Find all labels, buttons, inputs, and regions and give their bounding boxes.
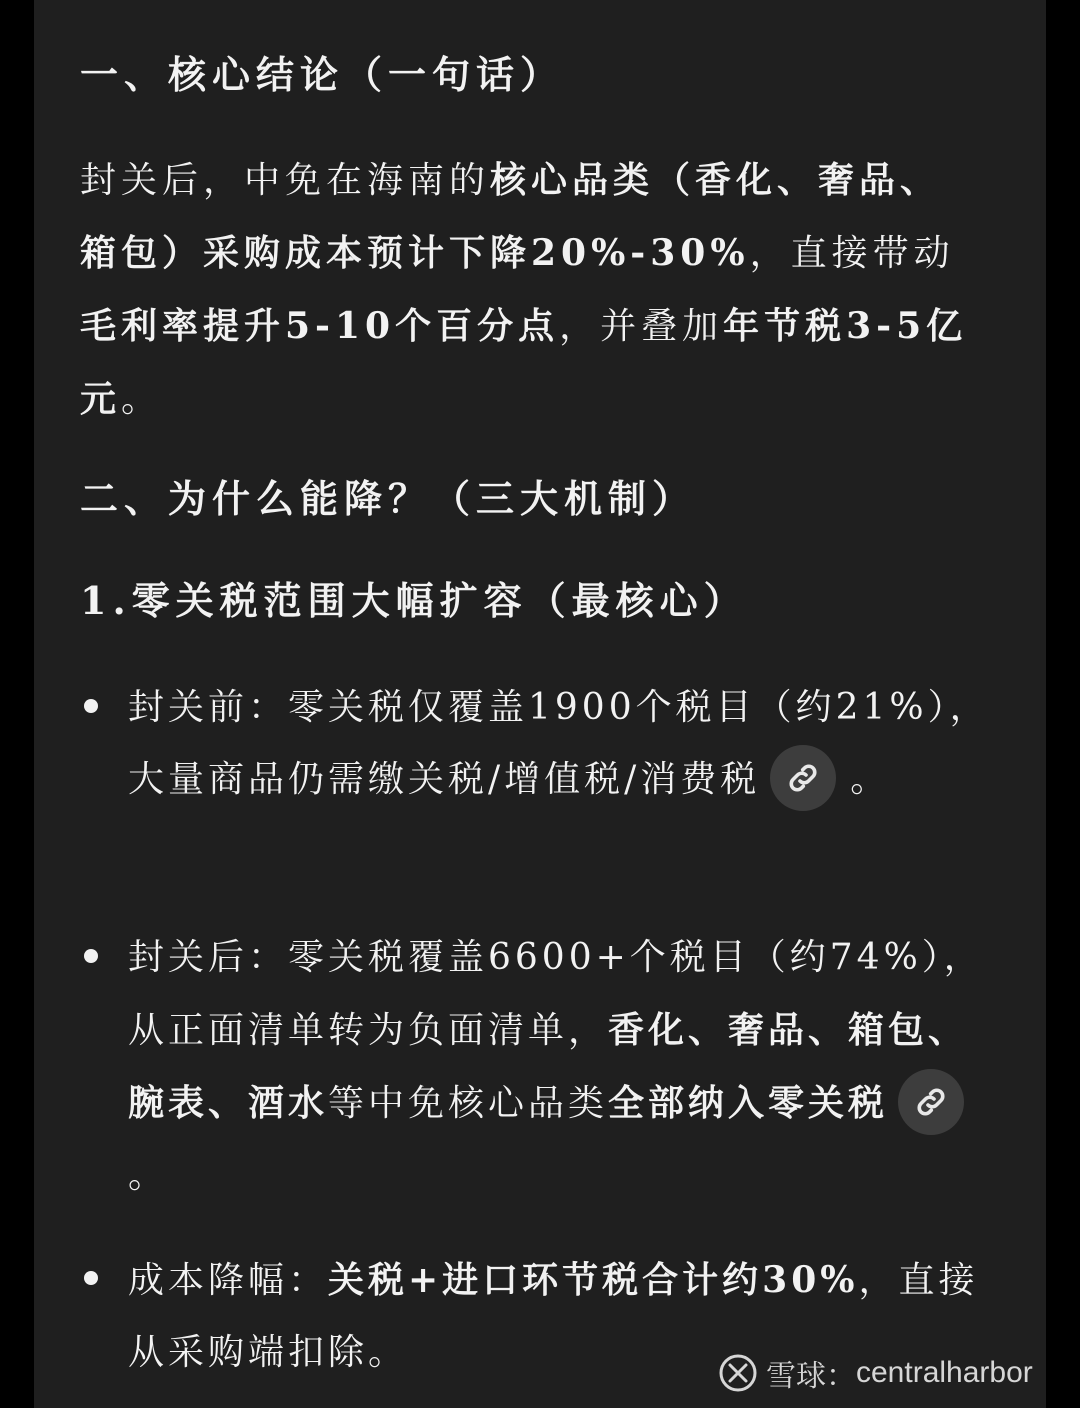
para-seg-0: 封关后，中免在海南的	[80, 160, 491, 201]
bullet-item-1	[80, 672, 1000, 816]
para-seg-6: 。	[121, 379, 163, 420]
section1-heading: 一、核心结论（一句话）	[80, 52, 565, 97]
bullet-1-seg-0: 封关前：零关税仅覆盖1900个税目（约21%），大量商品仍需缴关税/增值税/消费税	[128, 687, 990, 800]
para-seg-4: ，并叠加	[559, 306, 724, 347]
bullet-2-seg-1: 香化、奢品、箱包、腕表、酒水	[128, 1009, 969, 1124]
xueqiu-watermark	[718, 1350, 1033, 1396]
link-icon	[913, 1084, 949, 1120]
source-link-button[interactable]	[770, 745, 836, 811]
bullet-3-seg-0: 成本降幅：	[128, 1260, 329, 1301]
source-link-button[interactable]	[898, 1069, 964, 1135]
subsection-1-heading: 1.零关税范围大幅扩容（最核心）	[80, 578, 748, 623]
bullet-text-1	[128, 672, 1000, 816]
para-seg-2: ，直接带动	[749, 233, 955, 274]
article-page	[34, 0, 1046, 1408]
bullet-1-tail: 。	[850, 759, 891, 800]
bullet-dot-icon	[84, 949, 98, 963]
bullet-dot-icon	[84, 1271, 98, 1285]
bullet-3-seg-1: 关税+进口环节税合计约30%	[328, 1259, 859, 1301]
bullet-3-seg-2: ，直接从采购端扣除。	[128, 1260, 979, 1373]
bullet-dot-icon	[84, 699, 98, 713]
bullet-2-seg-0: 封关后：零关税覆盖6600+个税目（约74%），从正面清单转为负面清单，	[128, 937, 984, 1051]
bullet-2-tail: 。	[128, 1155, 169, 1196]
bullet-item-2	[80, 922, 1000, 1212]
para-seg-3: 毛利率提升5-10个百分点	[80, 305, 560, 347]
bullet-2-seg-3: 全部纳入零关税	[608, 1082, 889, 1124]
watermark-separator: ：	[826, 1360, 856, 1393]
watermark-brand: 雪球	[766, 1360, 826, 1393]
watermark-user: centralharbor	[856, 1356, 1033, 1389]
xueqiu-logo-icon	[718, 1353, 758, 1393]
link-icon	[785, 760, 821, 796]
para-seg-1: 核心品类（香化、奢品、箱包）采购成本预计下降20%-30%	[80, 159, 942, 274]
bullet-2-seg-2: 等中免核心品类	[328, 1083, 609, 1124]
bullet-text-2	[128, 922, 1000, 1212]
section1-paragraph	[80, 144, 980, 436]
para-seg-5: 年节税3-5亿元	[80, 305, 968, 420]
section2-heading: 二、为什么能降？（三大机制）	[80, 476, 697, 521]
